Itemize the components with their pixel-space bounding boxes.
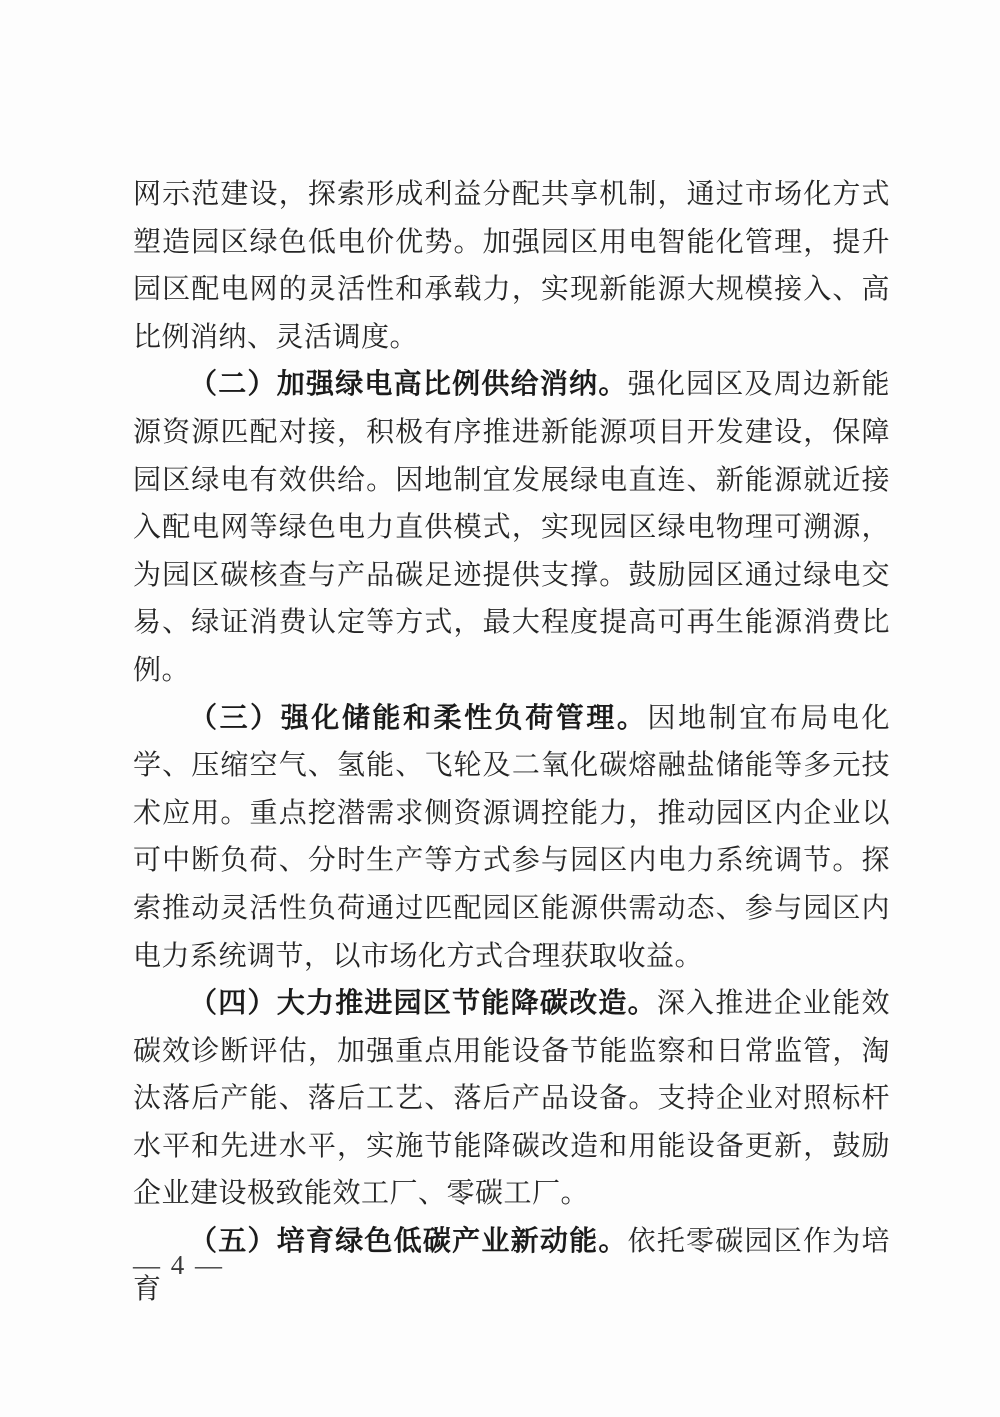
paragraph-section-4	[133, 980, 890, 1218]
paragraph-text: 网示范建设，探索形成利益分配共享机制，通过市场化方式塑造园区绿色低电价优势。加强园区用电智能化管理，提升园区配电网的灵活性和承载力，实现新能源大规模接入、高比例消纳、灵活调度。	[133, 179, 890, 353]
section-2-text: 强化园区及周边新能源资源匹配对接，积极有序推进新能源项目开发建设，保障园区绿电有效供给。因地制宜发展绿电直连、新能源就近接入配电网等绿色电力直供模式，实现园区绿电物理可溯源，为园区碳核查与产品碳足迹提供支撑。鼓励园区通过绿电交易、绿证消费认定等方式，最大程度提高可再生能源消费比例。	[133, 369, 890, 686]
section-4-text: 深入推进企业能效碳效诊断评估，加强重点用能设备节能监察和日常监管，淘汰落后产能、落后工艺、落后产品设备。支持企业对照标杆水平和先进水平，实施节能降碳改造和用能设备更新，鼓励企业建设极致能效工厂、零碳工厂。	[133, 988, 890, 1210]
section-5-heading: （五）培育绿色低碳产业新动能。	[189, 1226, 628, 1258]
paragraph-section-3	[133, 695, 890, 981]
document-body	[133, 171, 890, 1313]
section-2-heading: （二）加强绿电高比例供给消纳。	[189, 369, 628, 401]
paragraph-section-5	[133, 1218, 890, 1313]
paragraph-section-2	[133, 361, 890, 694]
section-3-text: 因地制宜布局电化学、压缩空气、氢能、飞轮及二氧化碳熔融盐储能等多元技术应用。重点挖潜需求侧资源调控能力，推动园区内企业以可中断负荷、分时生产等方式参与园区内电力系统调节。探索推动灵活性负荷通过匹配园区能源供需动态、参与园区内电力系统调节，以市场化方式合理获取收益。	[133, 702, 890, 972]
section-5-text: 依托零碳园区作为培育	[133, 1226, 890, 1305]
paragraph-continuation	[133, 171, 890, 361]
page-number: — 4 —	[133, 1250, 224, 1280]
section-4-heading: （四）大力推进园区节能降碳改造。	[189, 988, 657, 1020]
section-3-heading: （三）强化储能和柔性负荷管理。	[189, 702, 648, 734]
